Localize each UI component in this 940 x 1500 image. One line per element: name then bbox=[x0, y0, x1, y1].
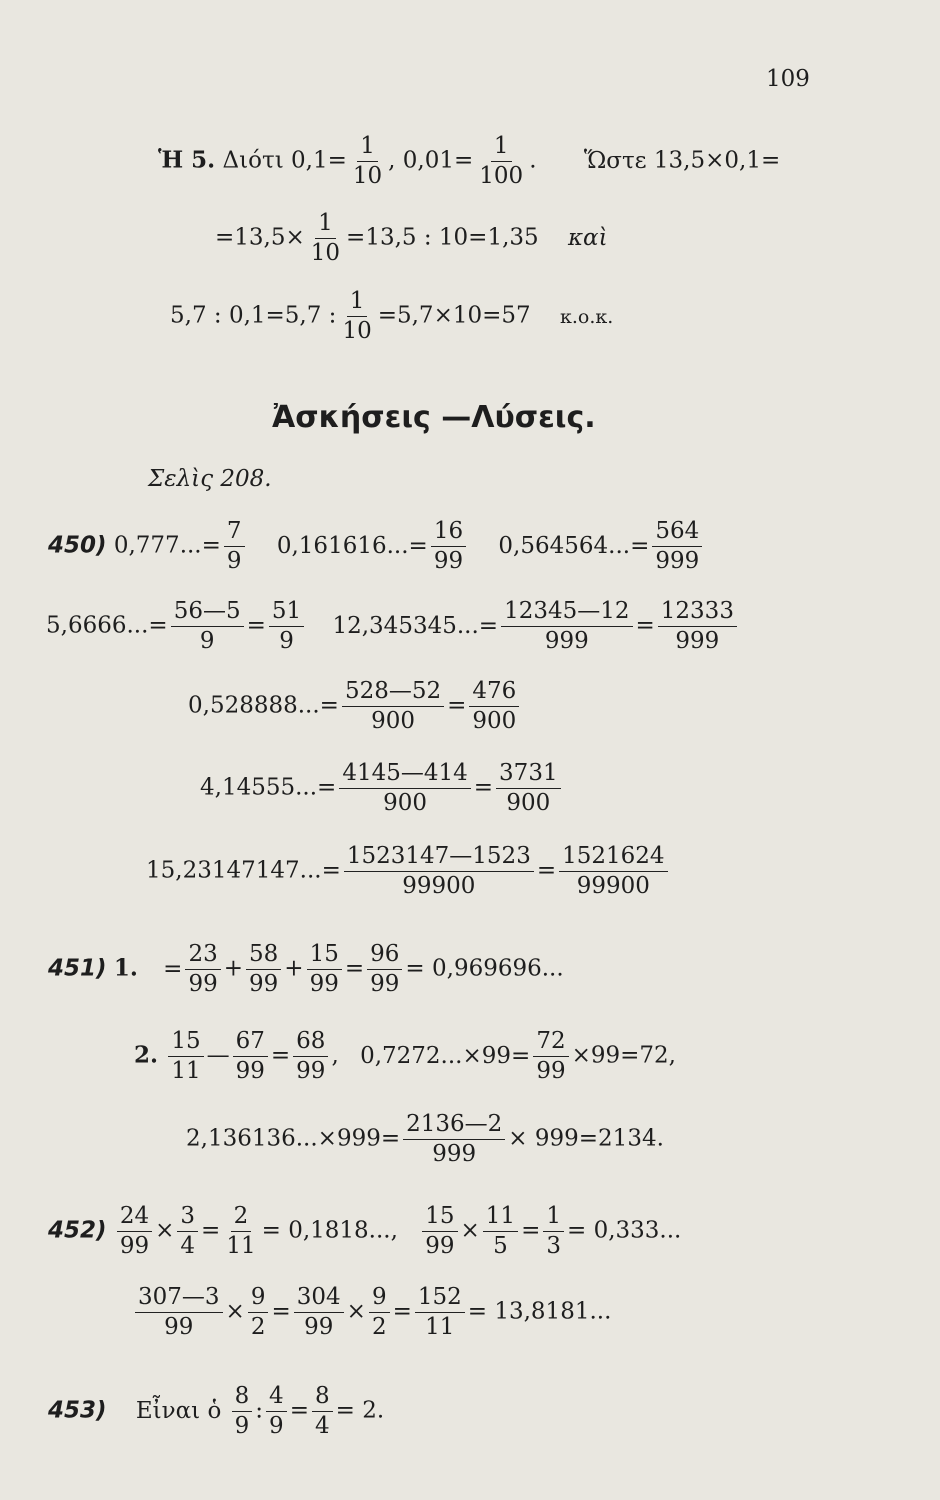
expr-text: = bbox=[344, 955, 365, 982]
exercises-heading: Ἀσκήσεις —Λύσεις. bbox=[272, 400, 596, 435]
fraction: $\frac{1}{3}$ bbox=[543, 1205, 564, 1258]
ex453-row bbox=[48, 1385, 384, 1438]
item-number: 2. bbox=[134, 1041, 159, 1069]
expr-text: = bbox=[473, 774, 494, 801]
ex451-item3 bbox=[186, 1113, 664, 1166]
page-number: 109 bbox=[766, 66, 810, 92]
because-word: Διότι bbox=[222, 147, 284, 174]
expr-text: = bbox=[246, 612, 266, 639]
expr-text: = bbox=[289, 1397, 309, 1424]
fraction: $\frac{23}{99}$ bbox=[185, 943, 220, 996]
expr-text: = bbox=[201, 1217, 221, 1244]
expr-text: = 0,333... bbox=[567, 1217, 682, 1244]
expr-text: × bbox=[460, 1217, 480, 1244]
fraction: $\frac{3731}{900}$ bbox=[496, 762, 561, 815]
expr-text: 2,136136...×999= bbox=[186, 1125, 401, 1152]
fraction: $\frac{4145—414}{900}$ bbox=[339, 762, 470, 815]
expr-text: = bbox=[635, 612, 655, 639]
ex452-row1 bbox=[48, 1205, 681, 1258]
expr-text: 0,528888...= bbox=[188, 692, 339, 719]
fraction: $\frac{1523147—1523}{99900}$ bbox=[344, 845, 534, 898]
ex453-label: 453) bbox=[48, 1397, 107, 1424]
expr-text: = 2. bbox=[335, 1397, 385, 1424]
fraction: $\frac{1521624}{99900}$ bbox=[559, 845, 667, 898]
fraction: $\frac{4}{9}$ bbox=[266, 1385, 287, 1438]
ex450-row3 bbox=[188, 680, 522, 733]
expr-text: = 0,969696... bbox=[405, 955, 564, 982]
expr-text: = bbox=[392, 1298, 412, 1325]
etc-word: κ.ο.κ. bbox=[559, 305, 614, 328]
expr-text: Εἶναι ὁ bbox=[135, 1397, 222, 1424]
expr-text: , bbox=[331, 1042, 339, 1069]
fraction: $\frac{58}{99}$ bbox=[246, 943, 281, 996]
expr-text: = bbox=[447, 692, 467, 719]
ex450-label: 450) bbox=[48, 532, 107, 559]
expr-text: : bbox=[255, 1397, 264, 1424]
expr-text: 12,345345...= bbox=[332, 612, 499, 639]
ex450-row2 bbox=[46, 600, 740, 653]
fraction: $\frac{304}{99}$ bbox=[294, 1286, 344, 1339]
ex450-row5 bbox=[146, 845, 671, 898]
fraction: $\frac{15}{99}$ bbox=[422, 1205, 457, 1258]
fraction: $\frac{1}{100}$ bbox=[479, 133, 524, 189]
fraction: $\frac{8}{9}$ bbox=[232, 1385, 253, 1438]
expr-text: 0,161616...= bbox=[276, 532, 428, 559]
fraction: $\frac{307—3}{99}$ bbox=[135, 1286, 223, 1339]
fraction: $\frac{3}{4}$ bbox=[177, 1205, 198, 1258]
fraction: $\frac{1}{10}$ bbox=[310, 210, 341, 266]
fraction: $\frac{152}{11}$ bbox=[415, 1286, 465, 1339]
expr-text: =5,7×10=57 bbox=[377, 302, 531, 329]
expr-text: 0,564564...= bbox=[498, 532, 650, 559]
expr-text: 0,777...= bbox=[113, 532, 221, 559]
expr-text: + bbox=[223, 955, 244, 982]
fraction: $\frac{476}{900}$ bbox=[469, 680, 519, 733]
expr-text: × bbox=[225, 1298, 245, 1325]
expr-text: 4,14555...= bbox=[200, 774, 337, 801]
ex451-item2 bbox=[134, 1030, 676, 1083]
expr-text: 15,23147147...= bbox=[146, 857, 341, 884]
expr-text: 5,7 : 0,1=5,7 : bbox=[170, 302, 337, 329]
fraction: $\frac{2136—2}{999}$ bbox=[403, 1113, 505, 1166]
fraction: $\frac{15}{11}$ bbox=[168, 1030, 203, 1083]
ex450-row4 bbox=[200, 762, 564, 815]
expr-text: = bbox=[536, 857, 557, 884]
fraction: $\frac{528—52}{900}$ bbox=[342, 680, 444, 733]
fraction: $\frac{564}{999}$ bbox=[652, 520, 702, 573]
fraction: $\frac{15}{99}$ bbox=[307, 943, 342, 996]
expr-text: 0,01= bbox=[402, 147, 474, 174]
expr-text: = bbox=[163, 955, 183, 982]
ex451-label: 451) bbox=[48, 955, 107, 982]
expr-text: + bbox=[284, 955, 304, 982]
expr-text: × bbox=[155, 1217, 175, 1244]
fraction: $\frac{68}{99}$ bbox=[293, 1030, 328, 1083]
fraction: $\frac{8}{4}$ bbox=[312, 1385, 333, 1438]
section-5-line2 bbox=[215, 212, 608, 265]
fraction: $\frac{16}{99}$ bbox=[431, 520, 466, 573]
fraction: $\frac{1}{10}$ bbox=[352, 133, 383, 189]
fraction: $\frac{24}{99}$ bbox=[117, 1205, 152, 1258]
expr-text: = 0,1818..., bbox=[261, 1217, 398, 1244]
section-5-line3 bbox=[170, 290, 613, 343]
ex450-row1 bbox=[48, 520, 705, 573]
expr-text: , bbox=[388, 147, 396, 174]
and-word: καὶ bbox=[567, 224, 608, 251]
expr-text: — bbox=[206, 1042, 230, 1069]
page-reference: Σελὶς 208. bbox=[148, 466, 272, 492]
ex451-item1 bbox=[48, 943, 564, 996]
fraction: $\frac{67}{99}$ bbox=[233, 1030, 268, 1083]
expr-text: = bbox=[521, 1217, 541, 1244]
so-word: Ὥστε bbox=[583, 147, 647, 174]
expr-text: 0,1= bbox=[291, 147, 347, 174]
fraction: $\frac{11}{5}$ bbox=[483, 1205, 518, 1258]
expr-text: 0,7272...×99= bbox=[360, 1042, 531, 1069]
fraction: $\frac{56—5}{9}$ bbox=[171, 600, 244, 653]
section-5-line1 bbox=[158, 135, 780, 188]
ex452-label: 452) bbox=[48, 1217, 107, 1244]
fraction: $\frac{12345—12}{999}$ bbox=[501, 600, 632, 653]
fraction: $\frac{96}{99}$ bbox=[367, 943, 402, 996]
expr-text: = bbox=[271, 1298, 291, 1325]
expr-text: . bbox=[529, 147, 537, 174]
item-number: 1. bbox=[113, 954, 138, 982]
expr-text: = 13,8181... bbox=[467, 1298, 612, 1325]
expr-text: 5,6666...= bbox=[46, 612, 168, 639]
fraction: $\frac{9}{2}$ bbox=[248, 1286, 269, 1339]
expr-text: × 999=2134. bbox=[508, 1125, 664, 1152]
expr-text: = bbox=[270, 1042, 291, 1069]
expr-text: =13,5× bbox=[215, 224, 305, 251]
fraction: $\frac{12333}{999}$ bbox=[658, 600, 737, 653]
expr-text: ×99=72, bbox=[571, 1042, 676, 1069]
fraction: $\frac{51}{9}$ bbox=[269, 600, 304, 653]
ex452-row2 bbox=[132, 1286, 611, 1339]
fraction: $\frac{1}{10}$ bbox=[342, 288, 372, 344]
expr-text: =13,5 : 10=1,35 bbox=[346, 224, 539, 251]
fraction: $\frac{9}{2}$ bbox=[369, 1286, 390, 1339]
fraction: $\frac{7}{9}$ bbox=[224, 520, 245, 573]
expr-text: 13,5×0,1= bbox=[653, 147, 781, 174]
fraction: $\frac{72}{99}$ bbox=[533, 1030, 568, 1083]
section-5-label: Ἡ 5. bbox=[158, 146, 216, 174]
fraction: $\frac{2}{11}$ bbox=[226, 1203, 256, 1259]
expr-text: × bbox=[346, 1298, 366, 1325]
